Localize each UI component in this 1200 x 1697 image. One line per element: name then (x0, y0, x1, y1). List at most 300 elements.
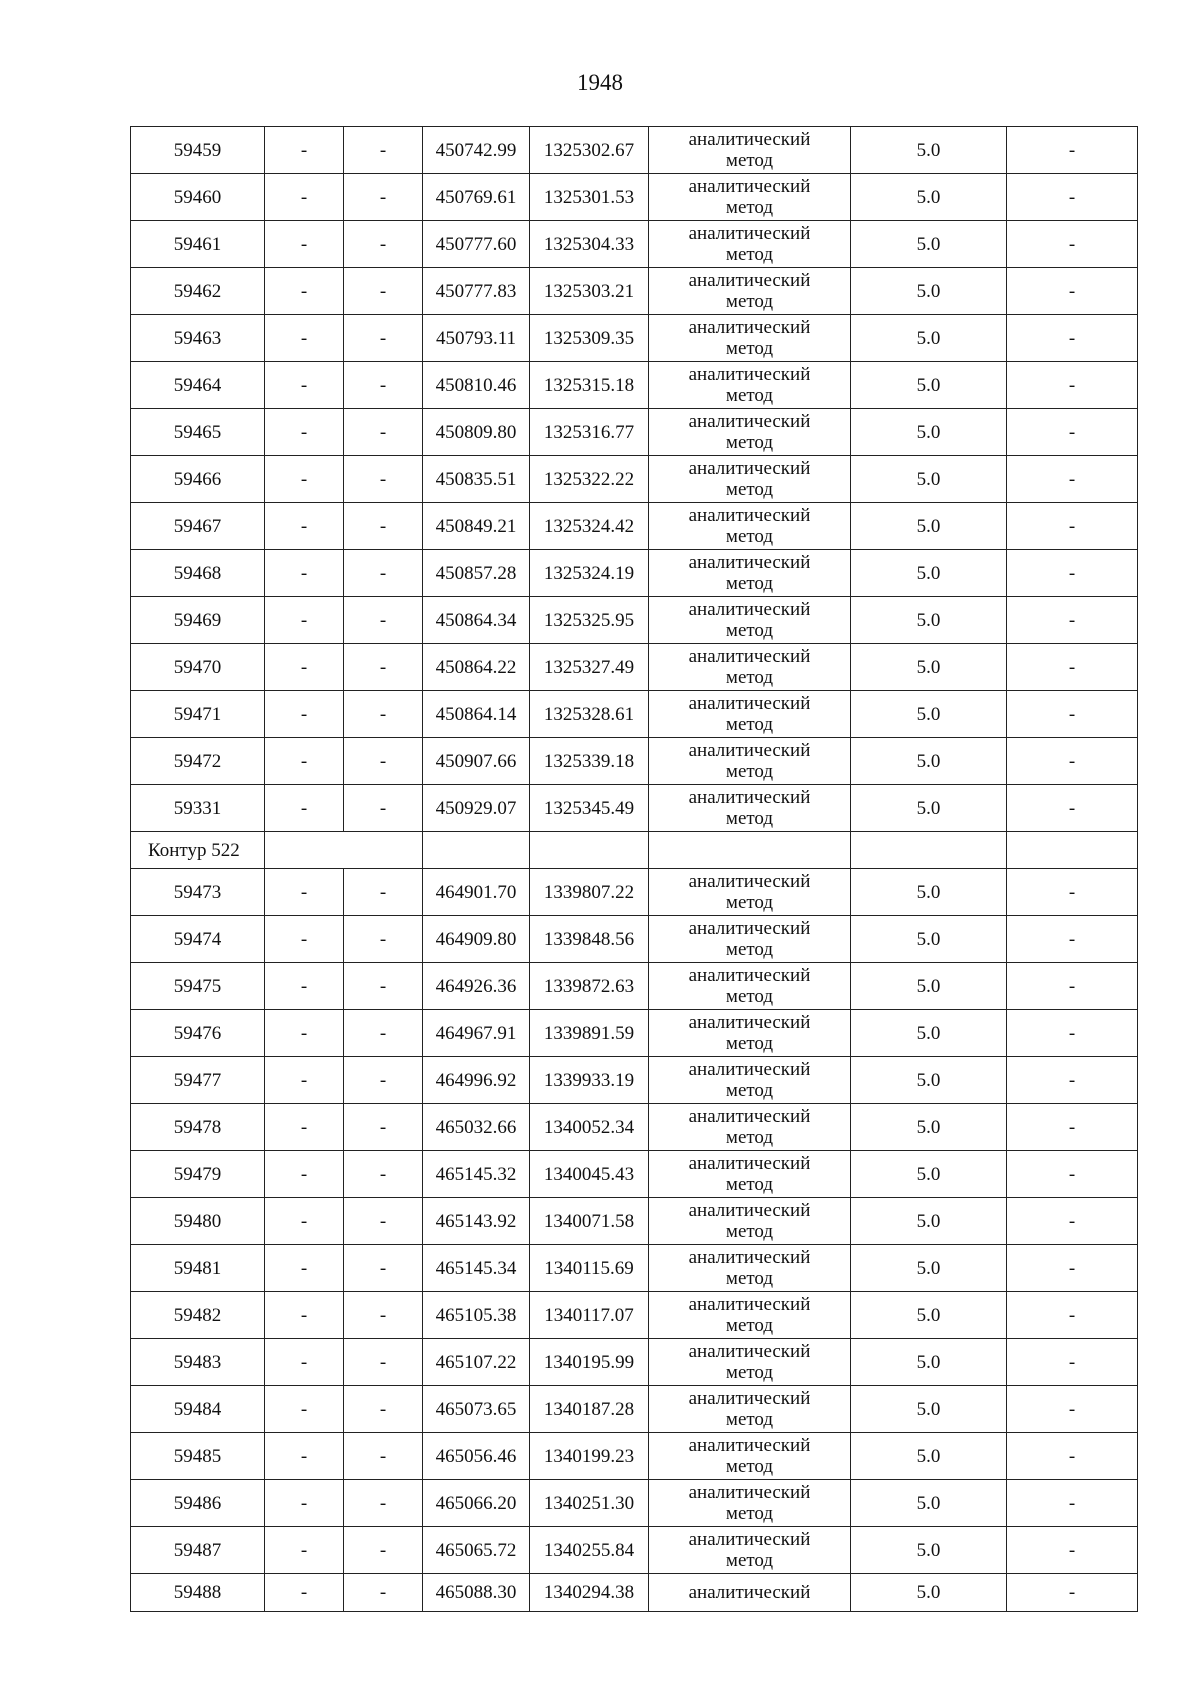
dash-cell: - (265, 503, 344, 550)
dash-cell: - (1007, 1151, 1138, 1198)
dash-cell: - (344, 362, 423, 409)
method-cell (649, 785, 851, 832)
method-line-2: метод (725, 1409, 774, 1430)
x-coordinate-cell: 450857.28 (423, 550, 530, 597)
method-line-2: метод (725, 986, 774, 1007)
dash-cell: - (344, 963, 423, 1010)
method-line-2: метод (725, 1174, 774, 1195)
method-line-1: аналитический (688, 1341, 811, 1362)
dash-cell: - (344, 174, 423, 221)
dash-cell: - (1007, 963, 1138, 1010)
method-cell (649, 1245, 851, 1292)
method-line-1: аналитический (688, 552, 811, 573)
dash-cell: - (265, 785, 344, 832)
accuracy-cell: 5.0 (851, 644, 1007, 691)
method-line-1: аналитический (688, 1529, 811, 1550)
dash-cell: - (344, 1574, 423, 1612)
empty-cell (530, 832, 649, 869)
method-line-2: метод (725, 1456, 774, 1477)
point-id-cell: 59476 (131, 1010, 265, 1057)
dash-cell: - (265, 1433, 344, 1480)
method-line-1: аналитический (688, 1482, 811, 1503)
dash-cell: - (344, 1010, 423, 1057)
point-id-cell: 59464 (131, 362, 265, 409)
dash-cell: - (265, 362, 344, 409)
method-cell (649, 1010, 851, 1057)
dash-cell: - (344, 1339, 423, 1386)
accuracy-cell: 5.0 (851, 1574, 1007, 1612)
dash-cell: - (1007, 785, 1138, 832)
dash-cell: - (265, 1245, 344, 1292)
y-coordinate-cell: 1325315.18 (530, 362, 649, 409)
dash-cell: - (344, 550, 423, 597)
dash-cell: - (1007, 503, 1138, 550)
table-row (131, 1010, 1138, 1057)
method-line-1: аналитический (688, 505, 811, 526)
point-id-cell: 59466 (131, 456, 265, 503)
dash-cell: - (1007, 1104, 1138, 1151)
method-line-1: аналитический (688, 787, 811, 808)
method-line-2: метод (725, 1080, 774, 1101)
y-coordinate-cell: 1340187.28 (530, 1386, 649, 1433)
table-row (131, 221, 1138, 268)
method-cell (649, 456, 851, 503)
method-cell (649, 597, 851, 644)
dash-cell: - (1007, 127, 1138, 174)
contour-label: Контур 522 (131, 832, 265, 869)
point-id-cell: 59478 (131, 1104, 265, 1151)
dash-cell: - (1007, 738, 1138, 785)
method-line-2: метод (725, 150, 774, 171)
point-id-cell: 59488 (131, 1574, 265, 1612)
table-row (131, 1574, 1138, 1612)
dash-cell: - (344, 221, 423, 268)
dash-cell: - (344, 1245, 423, 1292)
x-coordinate-cell: 450777.60 (423, 221, 530, 268)
method-line-1: аналитический (688, 176, 811, 197)
accuracy-cell: 5.0 (851, 916, 1007, 963)
x-coordinate-cell: 465143.92 (423, 1198, 530, 1245)
method-cell (649, 409, 851, 456)
x-coordinate-cell: 465088.30 (423, 1574, 530, 1612)
x-coordinate-cell: 464967.91 (423, 1010, 530, 1057)
accuracy-cell: 5.0 (851, 174, 1007, 221)
dash-cell: - (344, 916, 423, 963)
x-coordinate-cell: 465105.38 (423, 1292, 530, 1339)
method-cell (649, 869, 851, 916)
method-cell (649, 1480, 851, 1527)
point-id-cell: 59461 (131, 221, 265, 268)
method-line-1: аналитический (688, 1200, 811, 1221)
method-line-2: метод (725, 1268, 774, 1289)
y-coordinate-cell: 1325324.19 (530, 550, 649, 597)
dash-cell: - (344, 644, 423, 691)
dash-cell: - (1007, 1010, 1138, 1057)
accuracy-cell: 5.0 (851, 738, 1007, 785)
dash-cell: - (1007, 1198, 1138, 1245)
method-cell (649, 1057, 851, 1104)
dash-cell: - (1007, 1527, 1138, 1574)
x-coordinate-cell: 465145.34 (423, 1245, 530, 1292)
accuracy-cell: 5.0 (851, 409, 1007, 456)
dash-cell: - (344, 1433, 423, 1480)
page-number: 1948 (577, 70, 623, 95)
method-line-1: аналитический (688, 1435, 811, 1456)
method-line-2: метод (725, 573, 774, 594)
coordinates-table (130, 126, 1138, 1612)
table-row (131, 1480, 1138, 1527)
x-coordinate-cell: 450907.66 (423, 738, 530, 785)
dash-cell: - (265, 1527, 344, 1574)
method-cell (649, 644, 851, 691)
method-line-2: метод (725, 432, 774, 453)
dash-cell: - (1007, 1339, 1138, 1386)
y-coordinate-cell: 1340294.38 (530, 1574, 649, 1612)
dash-cell: - (265, 1339, 344, 1386)
accuracy-cell: 5.0 (851, 1245, 1007, 1292)
method-line-2: метод (725, 939, 774, 960)
y-coordinate-cell: 1340195.99 (530, 1339, 649, 1386)
dash-cell: - (265, 963, 344, 1010)
method-cell (649, 1386, 851, 1433)
dash-cell: - (344, 1198, 423, 1245)
method-cell (649, 315, 851, 362)
x-coordinate-cell: 450864.34 (423, 597, 530, 644)
y-coordinate-cell: 1325309.35 (530, 315, 649, 362)
dash-cell: - (265, 174, 344, 221)
y-coordinate-cell: 1340117.07 (530, 1292, 649, 1339)
table-row (131, 456, 1138, 503)
table-row (131, 691, 1138, 738)
method-line-2: метод (725, 620, 774, 641)
dash-cell: - (1007, 268, 1138, 315)
method-line-1: аналитический (688, 1582, 811, 1603)
point-id-cell: 59485 (131, 1433, 265, 1480)
y-coordinate-cell: 1325327.49 (530, 644, 649, 691)
method-line-1: аналитический (688, 1153, 811, 1174)
dash-cell: - (265, 691, 344, 738)
table-row (131, 644, 1138, 691)
method-cell (649, 916, 851, 963)
dash-cell: - (265, 268, 344, 315)
accuracy-cell: 5.0 (851, 1010, 1007, 1057)
dash-cell: - (1007, 916, 1138, 963)
x-coordinate-cell: 450793.11 (423, 315, 530, 362)
dash-cell: - (344, 691, 423, 738)
x-coordinate-cell: 465056.46 (423, 1433, 530, 1480)
point-id-cell: 59473 (131, 869, 265, 916)
table-row (131, 550, 1138, 597)
dash-cell: - (265, 409, 344, 456)
point-id-cell: 59483 (131, 1339, 265, 1386)
y-coordinate-cell: 1325301.53 (530, 174, 649, 221)
x-coordinate-cell: 465107.22 (423, 1339, 530, 1386)
table-body (131, 127, 1138, 1612)
point-id-cell: 59459 (131, 127, 265, 174)
dash-cell: - (265, 916, 344, 963)
y-coordinate-cell: 1340052.34 (530, 1104, 649, 1151)
table-row (131, 1527, 1138, 1574)
method-line-1: аналитический (688, 1012, 811, 1033)
method-line-2: метод (725, 197, 774, 218)
dash-cell: - (265, 1198, 344, 1245)
point-id-cell: 59474 (131, 916, 265, 963)
accuracy-cell: 5.0 (851, 550, 1007, 597)
y-coordinate-cell: 1339872.63 (530, 963, 649, 1010)
method-line-2: метод (725, 892, 774, 913)
method-cell (649, 1151, 851, 1198)
dash-cell: - (1007, 1386, 1138, 1433)
accuracy-cell: 5.0 (851, 1292, 1007, 1339)
dash-cell: - (344, 268, 423, 315)
y-coordinate-cell: 1339848.56 (530, 916, 649, 963)
dash-cell: - (344, 738, 423, 785)
method-cell (649, 738, 851, 785)
table-row (131, 1386, 1138, 1433)
x-coordinate-cell: 465145.32 (423, 1151, 530, 1198)
accuracy-cell: 5.0 (851, 127, 1007, 174)
dash-cell: - (1007, 597, 1138, 644)
y-coordinate-cell: 1340251.30 (530, 1480, 649, 1527)
method-line-1: аналитический (688, 871, 811, 892)
method-cell (649, 1433, 851, 1480)
dash-cell: - (265, 221, 344, 268)
y-coordinate-cell: 1325328.61 (530, 691, 649, 738)
method-cell (649, 1292, 851, 1339)
dash-cell: - (344, 1151, 423, 1198)
method-line-1: аналитический (688, 740, 811, 761)
method-line-2: метод (725, 526, 774, 547)
x-coordinate-cell: 465073.65 (423, 1386, 530, 1433)
dash-cell: - (1007, 409, 1138, 456)
method-line-2: метод (725, 1550, 774, 1571)
x-coordinate-cell: 450864.22 (423, 644, 530, 691)
table-row (131, 127, 1138, 174)
method-line-2: метод (725, 479, 774, 500)
dash-cell: - (1007, 315, 1138, 362)
x-coordinate-cell: 450849.21 (423, 503, 530, 550)
method-line-1: аналитический (688, 458, 811, 479)
point-id-cell: 59484 (131, 1386, 265, 1433)
point-id-cell: 59477 (131, 1057, 265, 1104)
accuracy-cell: 5.0 (851, 597, 1007, 644)
table-row (131, 315, 1138, 362)
dash-cell: - (344, 785, 423, 832)
table-row (131, 1198, 1138, 1245)
dash-cell: - (265, 456, 344, 503)
x-coordinate-cell: 464909.80 (423, 916, 530, 963)
x-coordinate-cell: 450742.99 (423, 127, 530, 174)
table-row (131, 1292, 1138, 1339)
accuracy-cell: 5.0 (851, 963, 1007, 1010)
method-line-2: метод (725, 667, 774, 688)
table-row (131, 1104, 1138, 1151)
empty-cell (423, 832, 530, 869)
y-coordinate-cell: 1325322.22 (530, 456, 649, 503)
table-row (131, 409, 1138, 456)
method-line-2: метод (725, 808, 774, 829)
dash-cell: - (1007, 221, 1138, 268)
method-line-1: аналитический (688, 1294, 811, 1315)
x-coordinate-cell: 464996.92 (423, 1057, 530, 1104)
table-row (131, 916, 1138, 963)
accuracy-cell: 5.0 (851, 1339, 1007, 1386)
method-line-2: метод (725, 761, 774, 782)
method-line-2: метод (725, 1127, 774, 1148)
method-line-1: аналитический (688, 1388, 811, 1409)
table-row (131, 963, 1138, 1010)
method-cell (649, 1198, 851, 1245)
x-coordinate-cell: 450864.14 (423, 691, 530, 738)
dash-cell: - (1007, 1245, 1138, 1292)
accuracy-cell: 5.0 (851, 315, 1007, 362)
method-line-2: метод (725, 338, 774, 359)
table-row (131, 1245, 1138, 1292)
x-coordinate-cell: 465032.66 (423, 1104, 530, 1151)
accuracy-cell: 5.0 (851, 1104, 1007, 1151)
method-cell (649, 1574, 851, 1612)
y-coordinate-cell: 1325304.33 (530, 221, 649, 268)
method-cell (649, 550, 851, 597)
dash-cell: - (1007, 1480, 1138, 1527)
method-line-1: аналитический (688, 223, 811, 244)
x-coordinate-cell: 450769.61 (423, 174, 530, 221)
x-coordinate-cell: 450809.80 (423, 409, 530, 456)
x-coordinate-cell: 465065.72 (423, 1527, 530, 1574)
y-coordinate-cell: 1340199.23 (530, 1433, 649, 1480)
method-line-2: метод (725, 714, 774, 735)
dash-cell: - (344, 456, 423, 503)
point-id-cell: 59468 (131, 550, 265, 597)
x-coordinate-cell: 464901.70 (423, 869, 530, 916)
method-line-2: метод (725, 1033, 774, 1054)
method-line-2: метод (725, 1503, 774, 1524)
method-cell (649, 1527, 851, 1574)
point-id-cell: 59486 (131, 1480, 265, 1527)
method-line-1: аналитический (688, 364, 811, 385)
dash-cell: - (265, 1292, 344, 1339)
method-line-1: аналитический (688, 270, 811, 291)
table-row (131, 597, 1138, 644)
point-id-cell: 59480 (131, 1198, 265, 1245)
table-row (131, 785, 1138, 832)
dash-cell: - (265, 1104, 344, 1151)
accuracy-cell: 5.0 (851, 1527, 1007, 1574)
method-line-1: аналитический (688, 1247, 811, 1268)
method-line-1: аналитический (688, 1059, 811, 1080)
dash-cell: - (344, 409, 423, 456)
empty-cell (851, 832, 1007, 869)
dash-cell: - (1007, 1057, 1138, 1104)
point-id-cell: 59470 (131, 644, 265, 691)
method-line-2: метод (725, 1315, 774, 1336)
accuracy-cell: 5.0 (851, 503, 1007, 550)
dash-cell: - (1007, 1433, 1138, 1480)
dash-cell: - (1007, 869, 1138, 916)
table-row (131, 869, 1138, 916)
point-id-cell: 59463 (131, 315, 265, 362)
accuracy-cell: 5.0 (851, 1151, 1007, 1198)
point-id-cell: 59465 (131, 409, 265, 456)
dash-cell: - (265, 869, 344, 916)
accuracy-cell: 5.0 (851, 362, 1007, 409)
y-coordinate-cell: 1325303.21 (530, 268, 649, 315)
dash-cell: - (1007, 174, 1138, 221)
dash-cell: - (265, 550, 344, 597)
method-line-1: аналитический (688, 918, 811, 939)
y-coordinate-cell: 1325316.77 (530, 409, 649, 456)
table-row (131, 362, 1138, 409)
dash-cell: - (344, 1292, 423, 1339)
dash-cell: - (344, 1386, 423, 1433)
accuracy-cell: 5.0 (851, 691, 1007, 738)
x-coordinate-cell: 464926.36 (423, 963, 530, 1010)
dash-cell: - (265, 644, 344, 691)
y-coordinate-cell: 1340045.43 (530, 1151, 649, 1198)
table-row (131, 1339, 1138, 1386)
accuracy-cell: 5.0 (851, 1433, 1007, 1480)
point-id-cell: 59475 (131, 963, 265, 1010)
y-coordinate-cell: 1339807.22 (530, 869, 649, 916)
x-coordinate-cell: 450810.46 (423, 362, 530, 409)
method-line-1: аналитический (688, 317, 811, 338)
y-coordinate-cell: 1340071.58 (530, 1198, 649, 1245)
table-row (131, 1151, 1138, 1198)
table-row (131, 1057, 1138, 1104)
dash-cell: - (344, 127, 423, 174)
y-coordinate-cell: 1325302.67 (530, 127, 649, 174)
dash-cell: - (265, 1480, 344, 1527)
point-id-cell: 59482 (131, 1292, 265, 1339)
point-id-cell: 59487 (131, 1527, 265, 1574)
method-line-1: аналитический (688, 599, 811, 620)
empty-cell (649, 832, 851, 869)
x-coordinate-cell: 450929.07 (423, 785, 530, 832)
method-line-2: метод (725, 291, 774, 312)
dash-cell: - (1007, 362, 1138, 409)
point-id-cell: 59472 (131, 738, 265, 785)
table-row (131, 503, 1138, 550)
dash-cell: - (265, 1386, 344, 1433)
table-row (131, 738, 1138, 785)
method-line-1: аналитический (688, 965, 811, 986)
dash-cell: - (1007, 550, 1138, 597)
method-line-2: метод (725, 244, 774, 265)
method-cell (649, 174, 851, 221)
empty-cell (1007, 832, 1138, 869)
dash-cell: - (265, 1151, 344, 1198)
accuracy-cell: 5.0 (851, 268, 1007, 315)
point-id-cell: 59481 (131, 1245, 265, 1292)
method-line-1: аналитический (688, 1106, 811, 1127)
y-coordinate-cell: 1340255.84 (530, 1527, 649, 1574)
method-line-2: метод (725, 1362, 774, 1383)
point-id-cell: 59462 (131, 268, 265, 315)
dash-cell: - (344, 597, 423, 644)
dash-cell: - (265, 597, 344, 644)
dash-cell: - (1007, 644, 1138, 691)
y-coordinate-cell: 1339891.59 (530, 1010, 649, 1057)
dash-cell: - (265, 127, 344, 174)
dash-cell: - (1007, 1574, 1138, 1612)
y-coordinate-cell: 1325325.95 (530, 597, 649, 644)
table-row (131, 268, 1138, 315)
accuracy-cell: 5.0 (851, 1057, 1007, 1104)
dash-cell: - (265, 738, 344, 785)
method-cell (649, 503, 851, 550)
dash-cell: - (265, 315, 344, 362)
point-id-cell: 59479 (131, 1151, 265, 1198)
